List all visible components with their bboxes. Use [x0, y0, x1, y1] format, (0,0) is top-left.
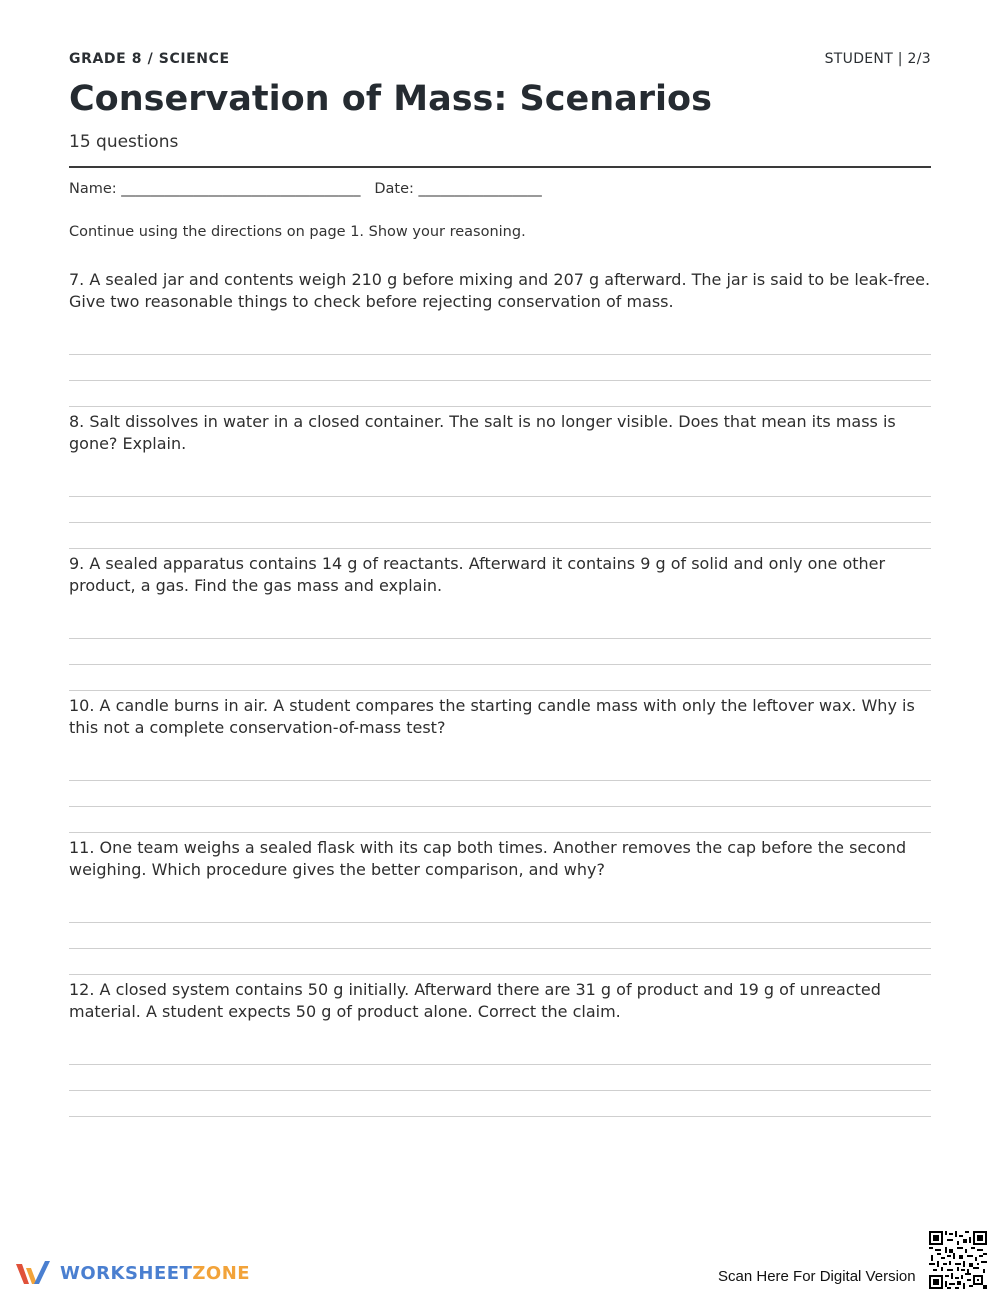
logo-mark-icon	[14, 1258, 54, 1288]
answer-line	[69, 354, 931, 355]
answer-line	[69, 496, 931, 497]
question-text: 7. A sealed jar and contents weigh 210 g before mixing and 207 g afterward. The jar is said to be leak-free. Give two reasonable things to check before rejecting conservation of mass.	[69, 270, 931, 311]
question-item	[69, 411, 931, 553]
answer-line	[69, 922, 931, 923]
page-title: Conservation of Mass: Scenarios	[69, 79, 712, 119]
worksheet-page	[69, 48, 931, 1121]
answer-line	[69, 380, 931, 381]
question-text: 8. Salt dissolves in water in a closed container. The salt is no longer visible. Does that mean its mass is gone? Explain.	[69, 412, 896, 453]
answer-line	[69, 780, 931, 781]
answer-line	[69, 406, 931, 407]
question-text: 10. A candle burns in air. A student compares the starting candle mass with only the leftover wax. Why is this not a complete conservation-of-mass test?	[69, 696, 915, 737]
student-page-indicator: STUDENT | 2/3	[824, 51, 931, 67]
instructions-text: Continue using the directions on page 1. Show your reasoning.	[69, 224, 526, 240]
question-item	[69, 979, 931, 1121]
question-item	[69, 553, 931, 695]
name-date-fields: Name: _________________________________ Date: _________________	[69, 181, 542, 197]
logo-wordmark	[60, 1263, 250, 1284]
answer-line	[69, 522, 931, 523]
answer-line	[69, 548, 931, 549]
question-item	[69, 269, 931, 411]
question-item	[69, 695, 931, 837]
question-text: 9. A sealed apparatus contains 14 g of reactants. Afterward it contains 9 g of solid and only one other product, a gas. Find the gas mass and explain.	[69, 554, 886, 595]
logo-word-zone: ZONE	[192, 1262, 251, 1284]
answer-line	[69, 1090, 931, 1091]
question-text: 12. A closed system contains 50 g initially. Afterward there are 31 g of product and 19 g of unreacted material. A student expects 50 g of product alone. Correct the claim.	[69, 980, 881, 1021]
answer-line	[69, 664, 931, 665]
logo-word-worksheet: WORKSHEET	[60, 1262, 193, 1284]
answer-line	[69, 1116, 931, 1117]
answer-line	[69, 832, 931, 833]
question-count: 15 questions	[69, 132, 179, 152]
answer-line	[69, 638, 931, 639]
header-divider	[69, 166, 931, 168]
answer-line	[69, 948, 931, 949]
scan-caption: Scan Here For Digital Version	[718, 1268, 916, 1285]
answer-line	[69, 690, 931, 691]
grade-subject-label: GRADE 8 / SCIENCE	[69, 51, 230, 67]
question-list	[69, 269, 931, 1121]
answer-line	[69, 974, 931, 975]
answer-line	[69, 1064, 931, 1065]
worksheetzone-logo[interactable]	[14, 1258, 250, 1288]
qr-code-icon[interactable]	[929, 1231, 987, 1289]
header-row	[69, 48, 931, 70]
answer-line	[69, 806, 931, 807]
question-item	[69, 837, 931, 979]
question-text: 11. One team weighs a sealed flask with its cap both times. Another removes the cap before the second weighing. Which procedure gives the better comparison, and why?	[69, 838, 907, 879]
